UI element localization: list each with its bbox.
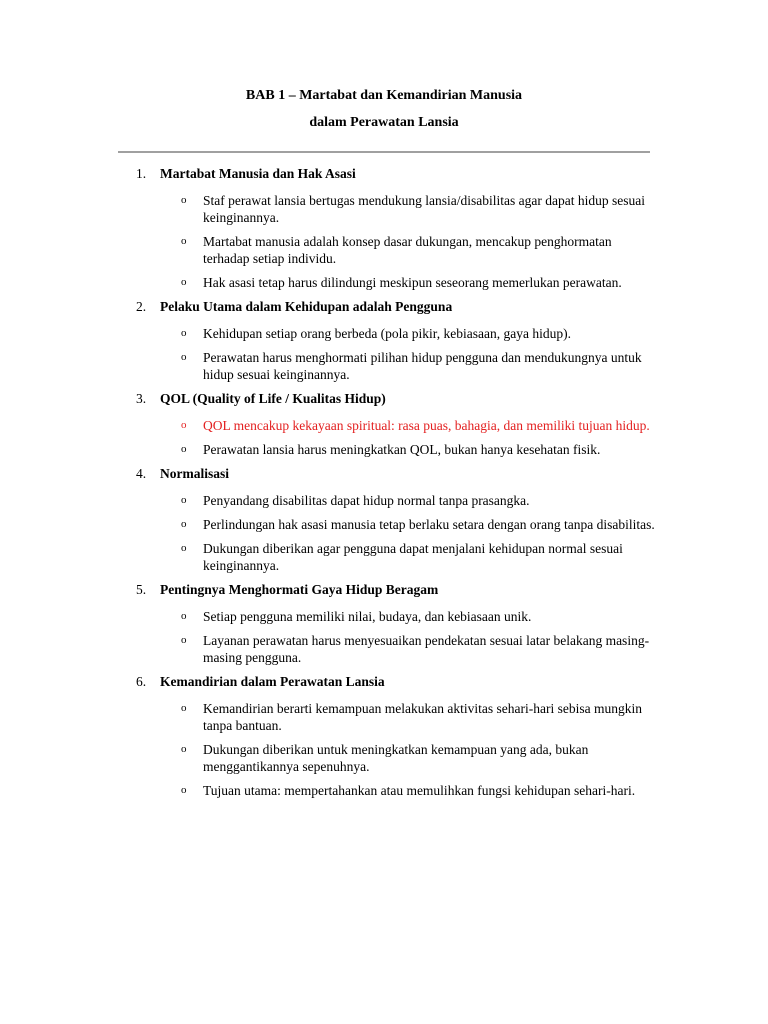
bullet-item (136, 233, 656, 267)
section-list (136, 165, 656, 806)
document-title: BAB 1 – Martabat dan Kemandirian Manusia (245, 88, 523, 103)
bullet-text: Martabat manusia adalah konsep dasar dukungan, mencakup penghormatan terhadap setiap individu. (203, 234, 612, 266)
bullet-circle-icon: o (181, 634, 187, 646)
bullet-circle-icon: o (181, 419, 187, 431)
bullet-circle-icon: o (181, 784, 187, 796)
bullet-item (136, 782, 656, 799)
title-divider (118, 151, 650, 153)
section-6 (136, 673, 656, 799)
section-heading-text: Normalisasi (160, 466, 229, 481)
bullet-circle-icon: o (181, 327, 187, 339)
bullet-circle-icon: o (181, 702, 187, 714)
document-subtitle: dalam Perawatan Lansia (309, 115, 459, 130)
section-heading-text: QOL (Quality of Life / Kualitas Hidup) (160, 391, 386, 406)
bullet-circle-icon: o (181, 276, 187, 288)
bullet-text: Dukungan diberikan untuk meningkatkan kemampuan yang ada, bukan menggantikannya sepenuhnya. (203, 742, 589, 774)
bullet-item (136, 325, 656, 342)
bullet-item (136, 274, 656, 291)
bullet-text: Perawatan lansia harus meningkatkan QOL, bukan hanya kesehatan fisik. (203, 442, 601, 457)
bullet-text: Staf perawat lansia bertugas mendukung lansia/disabilitas agar dapat hidup sesuai keinginannya. (203, 193, 645, 225)
section-heading-text: Pentingnya Menghormati Gaya Hidup Beragam (160, 582, 439, 597)
section-heading (136, 390, 656, 408)
bullet-circle-icon: o (181, 443, 187, 455)
bullet-circle-icon: o (181, 194, 187, 206)
bullet-item (136, 516, 656, 533)
bullet-circle-icon: o (181, 235, 187, 247)
section-heading (136, 465, 656, 483)
section-4 (136, 465, 656, 574)
bullet-circle-icon: o (181, 542, 187, 554)
bullet-text: Perlindungan hak asasi manusia tetap berlaku setara dengan orang tanpa disabilitas. (203, 517, 655, 532)
bullet-circle-icon: o (181, 351, 187, 363)
section-heading-text: Pelaku Utama dalam Kehidupan adalah Pengguna (160, 299, 453, 314)
bullet-item (136, 540, 656, 574)
section-2 (136, 298, 656, 383)
bullet-circle-icon: o (181, 494, 187, 506)
bullet-text: Setiap pengguna memiliki nilai, budaya, dan kebiasaan unik. (203, 609, 532, 624)
section-heading-text: Martabat Manusia dan Hak Asasi (160, 166, 356, 181)
bullet-item (136, 417, 656, 434)
bullet-circle-icon: o (181, 518, 187, 530)
section-heading (136, 165, 656, 183)
bullet-text: Kehidupan setiap orang berbeda (pola pikir, kebiasaan, gaya hidup). (203, 326, 571, 341)
bullet-item (136, 632, 656, 666)
bullet-text: QOL mencakup kekayaan spiritual: rasa puas, bahagia, dan memiliki tujuan hidup. (203, 418, 650, 433)
bullet-item (136, 441, 656, 458)
bullet-text: Hak asasi tetap harus dilindungi meskipun seseorang memerlukan perawatan. (203, 275, 622, 290)
section-number: 6. (136, 674, 147, 689)
section-number: 4. (136, 466, 147, 481)
section-1 (136, 165, 656, 291)
bullet-text: Layanan perawatan harus menyesuaikan pendekatan sesuai latar belakang masing-masing pengguna. (203, 633, 650, 665)
section-5 (136, 581, 656, 666)
bullet-item (136, 741, 656, 775)
section-heading-text: Kemandirian dalam Perawatan Lansia (160, 674, 385, 689)
section-number: 1. (136, 166, 147, 181)
bullet-text: Penyandang disabilitas dapat hidup normal tanpa prasangka. (203, 493, 530, 508)
bullet-circle-icon: o (181, 610, 187, 622)
section-heading (136, 298, 656, 316)
bullet-text: Dukungan diberikan agar pengguna dapat menjalani kehidupan normal sesuai keinginannya. (203, 541, 623, 573)
bullet-item (136, 192, 656, 226)
bullet-item (136, 349, 656, 383)
bullet-item (136, 700, 656, 734)
bullet-item (136, 608, 656, 625)
bullet-text: Kemandirian berarti kemampuan melakukan aktivitas sehari-hari sebisa mungkin tanpa bantuan. (203, 701, 642, 733)
section-number: 2. (136, 299, 147, 314)
section-heading (136, 581, 656, 599)
bullet-text: Tujuan utama: mempertahankan atau memulihkan fungsi kehidupan sehari-hari. (203, 783, 636, 798)
bullet-text: Perawatan harus menghormati pilihan hidup pengguna dan mendukungnya untuk hidup sesuai keinginannya. (203, 350, 642, 382)
section-number: 5. (136, 582, 147, 597)
section-number: 3. (136, 391, 147, 406)
bullet-item (136, 492, 656, 509)
section-heading (136, 673, 656, 691)
bullet-circle-icon: o (181, 743, 187, 755)
section-3 (136, 390, 656, 458)
